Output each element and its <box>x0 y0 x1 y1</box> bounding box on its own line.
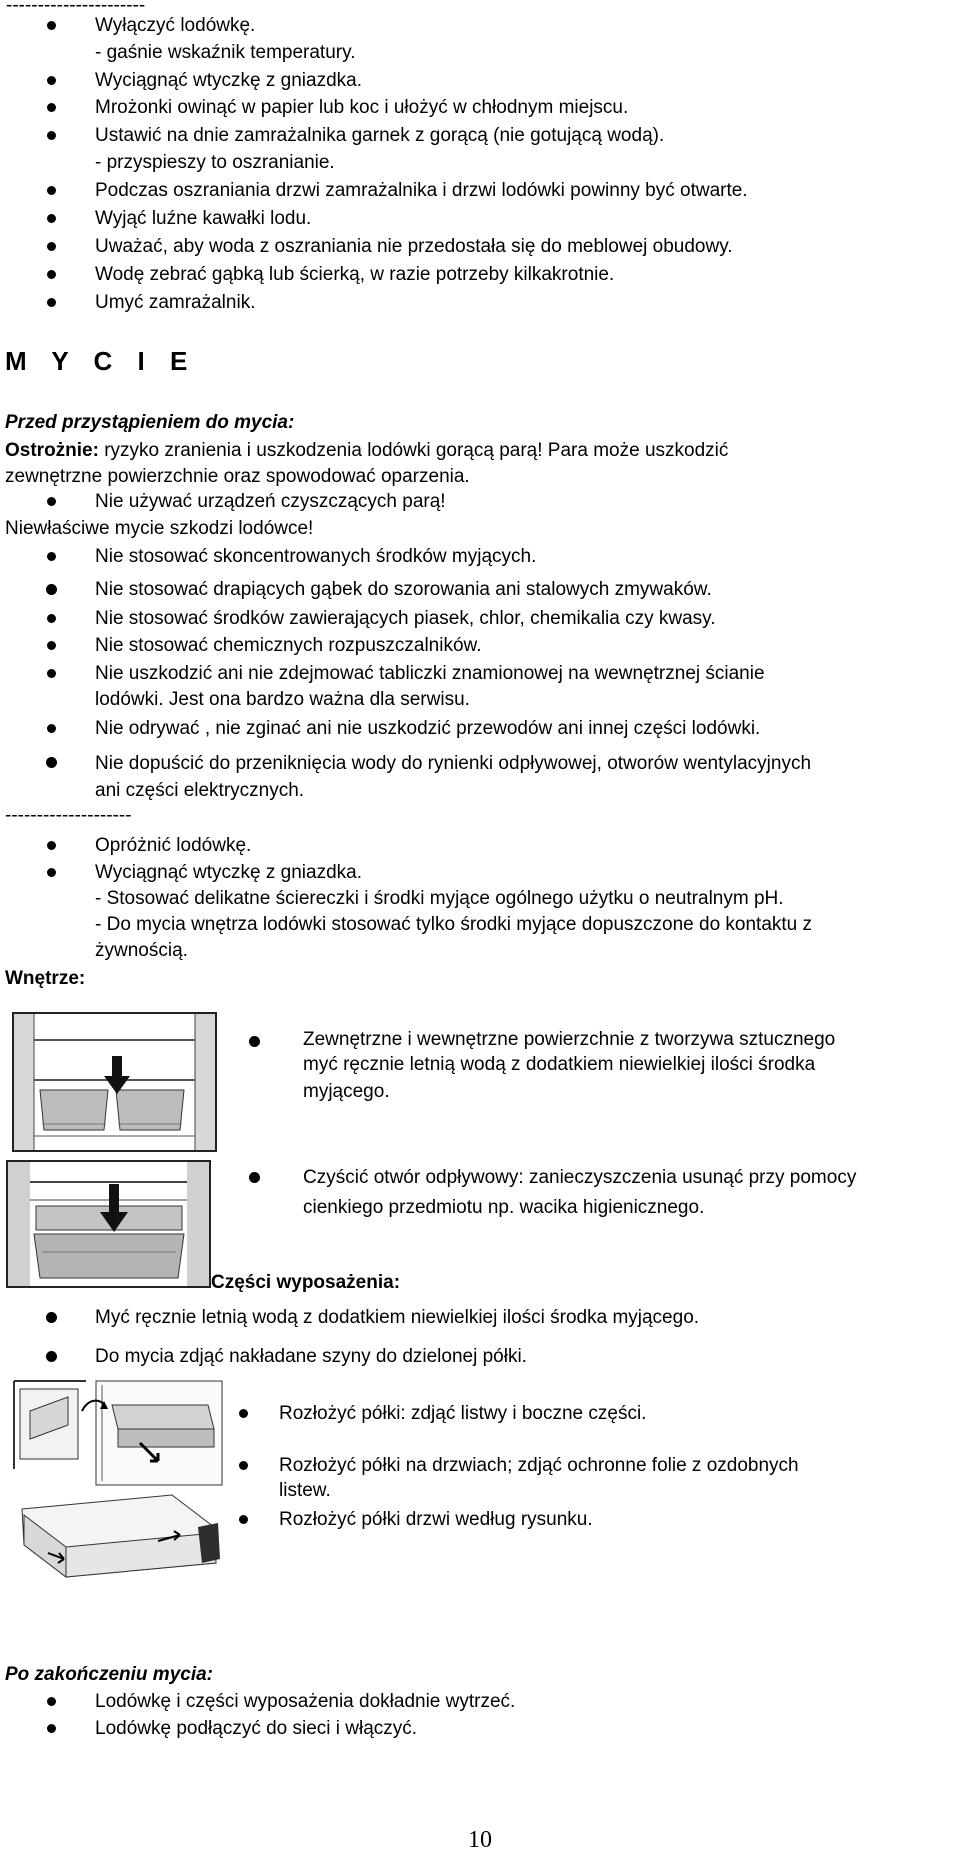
bullet <box>249 1036 260 1047</box>
bullet <box>47 131 56 140</box>
list-item: Nie stosować chemicznych rozpuszczalników. <box>95 635 482 656</box>
list-item: Rozłożyć półki drzwi według rysunku. <box>279 1509 593 1530</box>
list-item: Wyciągnąć wtyczkę z gniazdka. <box>95 70 362 91</box>
bullet <box>47 641 56 650</box>
list-item-cont: ani części elektrycznych. <box>95 780 305 801</box>
bullet <box>47 242 56 251</box>
bullet <box>47 76 56 85</box>
bullet <box>47 298 56 307</box>
list-item: Do mycia zdjąć nakładane szyny do dzielonej półki. <box>95 1346 527 1367</box>
list-item-cont: cienkiego przedmiotu np. wacika higienicznego. <box>303 1197 705 1218</box>
bullet <box>47 497 56 506</box>
list-item: Wodę zebrać gąbką lub ścierką, w razie potrzeby kilkakrotnie. <box>95 264 615 285</box>
bullet <box>47 214 56 223</box>
list-item: Nie stosować środków zawierających piasek, chlor, chemikalia czy kwasy. <box>95 608 716 629</box>
top-rule: ---------------------- <box>6 0 146 16</box>
list-item: Wyciągnąć wtyczkę z gniazdka. <box>95 862 362 883</box>
bullet <box>47 186 56 195</box>
bullet <box>47 1724 56 1733</box>
list-item: Nie stosować skoncentrowanych środków myjących. <box>95 546 537 567</box>
interior-heading: Wnętrze: <box>5 968 86 989</box>
list-item: Mrożonki owinąć w papier lub koc i ułożyć w chłodnym miejscu. <box>95 97 629 118</box>
list-item: Wyłączyć lodówkę. <box>95 15 256 36</box>
list-item: Nie dopuścić do przeniknięcia wody do rynienki odpływowej, otworów wentylacyjnych <box>95 753 812 774</box>
page-number: 10 <box>468 1827 492 1853</box>
list-item: Nie uszkodzić ani nie zdejmować tabliczki znamionowej na wewnętrznej ścianie <box>95 663 765 684</box>
list-item: Czyścić otwór odpływowy: zanieczyszczenia usunąć przy pomocy <box>303 1167 857 1188</box>
caution-line <box>5 439 728 463</box>
bullet <box>239 1409 248 1418</box>
list-item: Lodówkę i części wyposażenia dokładnie wytrzeć. <box>95 1691 516 1712</box>
bullet <box>239 1461 248 1470</box>
list-item: Wyjąć luźne kawałki lodu. <box>95 208 312 229</box>
bullet <box>46 757 57 768</box>
list-item: Zewnętrzne i wewnętrzne powierzchnie z tworzywa sztucznego <box>303 1029 836 1050</box>
bullet <box>239 1515 248 1524</box>
list-item: Myć ręcznie letnią wodą z dodatkiem niewielkiej ilości środka myjącego. <box>95 1307 700 1328</box>
bullet <box>46 584 57 595</box>
list-item: Rozłożyć półki na drzwiach; zdjąć ochronne folie z ozdobnych <box>279 1455 799 1476</box>
bullet <box>47 868 56 877</box>
list-item-cont: lodówki. Jest ona bardzo ważna dla serwisu. <box>95 689 470 710</box>
list-item: Nie używać urządzeń czyszczących parą! <box>95 491 446 512</box>
bullet <box>47 614 56 623</box>
parts-heading: Części wyposażenia: <box>211 1272 401 1293</box>
mid-rule: -------------------- <box>5 805 132 826</box>
bullet <box>249 1172 260 1183</box>
list-item: Umyć zamrażalnik. <box>95 292 256 313</box>
list-item: Nie stosować drapiących gąbek do szorowania ani stalowych zmywaków. <box>95 579 712 600</box>
list-item: Lodówkę podłączyć do sieci i włączyć. <box>95 1718 418 1739</box>
bullet <box>46 1312 57 1323</box>
bullet <box>47 1697 56 1706</box>
bullet <box>47 552 56 561</box>
note-line: żywnością. <box>95 940 188 961</box>
bullet <box>47 270 56 279</box>
list-item: - gaśnie wskaźnik temperatury. <box>95 42 356 63</box>
door-shelf-disassembly-illustration <box>8 1377 230 1589</box>
list-item: Ustawić na dnie zamrażalnika garnek z gorącą (nie gotującą wodą). <box>95 125 665 146</box>
note-line: - Do mycia wnętrza lodówki stosować tylko środki myjące dopuszczone do kontaktu z <box>95 914 813 935</box>
drain-hole-illustration <box>6 1160 211 1288</box>
bullet <box>46 1351 57 1362</box>
bullet <box>47 21 56 30</box>
list-item: Opróżnić lodówkę. <box>95 835 252 856</box>
list-item: Rozłożyć półki: zdjąć listwy i boczne części. <box>279 1403 647 1424</box>
note-line: - Stosować delikatne ściereczki i środki myjące ogólnego użytku o neutralnym pH. <box>95 888 784 909</box>
list-item-cont: listew. <box>279 1480 331 1501</box>
section-title: M Y C I E <box>5 346 197 376</box>
after-heading: Po zakończeniu mycia: <box>5 1664 214 1685</box>
before-heading: Przed przystąpieniem do mycia: <box>5 412 295 433</box>
bullet <box>47 841 56 850</box>
improper-cleaning-note: Niewłaściwe mycie szkodzi lodówce! <box>5 518 314 539</box>
bullet <box>47 103 56 112</box>
list-item: Uważać, aby woda z oszraniania nie przedostała się do meblowej obudowy. <box>95 236 733 257</box>
list-item: Nie odrywać , nie zginać ani nie uszkodzić przewodów ani innej części lodówki. <box>95 718 761 739</box>
list-item: Podczas oszraniania drzwi zamrażalnika i drzwi lodówki powinny być otwarte. <box>95 180 748 201</box>
caution-text: ryzyko zranienia i uszkodzenia lodówki gorącą parą! Para może uszkodzić <box>98 440 729 461</box>
caution-label: Ostrożnie: <box>5 440 99 461</box>
list-item-cont: myjącego. <box>303 1081 390 1102</box>
list-item-cont: myć ręcznie letnią wodą z dodatkiem niewielkiej ilości środka <box>303 1054 816 1075</box>
fridge-shelves-illustration <box>12 1012 217 1152</box>
bullet <box>47 724 56 733</box>
bullet <box>47 669 56 678</box>
caution-text-cont: zewnętrzne powierzchnie oraz spowodować oparzenia. <box>5 466 470 487</box>
list-item: - przyspieszy to oszranianie. <box>95 152 335 173</box>
